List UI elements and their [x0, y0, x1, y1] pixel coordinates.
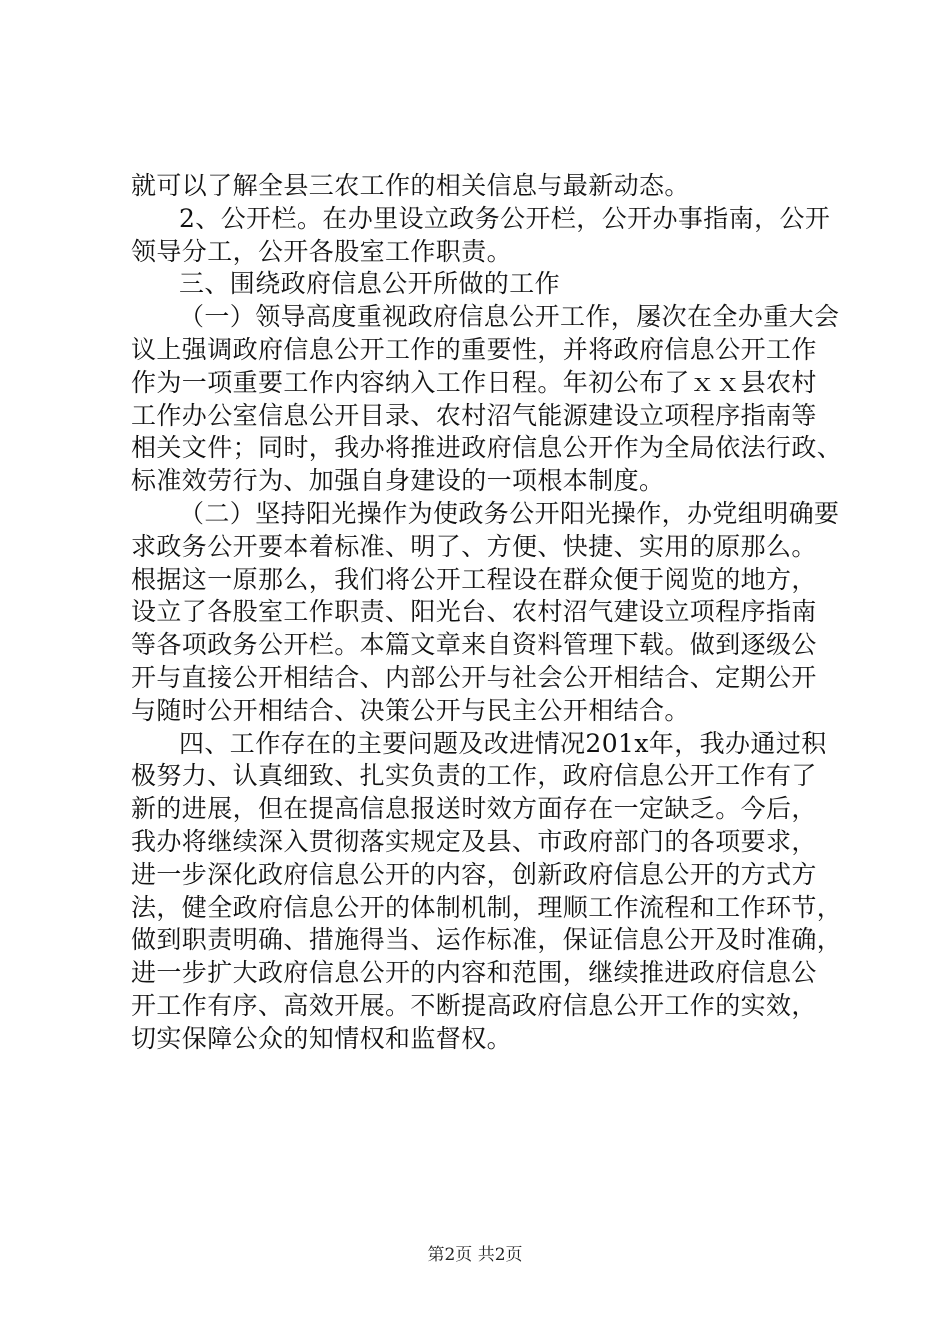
text-line: 极努力、认真细致、扎实负责的工作，政府信息公开工作有了 — [131, 761, 817, 791]
text-line: 2、公开栏。在办里设立政务公开栏，公开办事指南，公开 — [179, 203, 831, 233]
text-line: 工作办公室信息公开目录、农村沼气能源建设立项程序指南等 — [131, 400, 817, 430]
text-line: 求政务公开要本着标准、明了、方便、快捷、实用的原那么。 — [131, 531, 817, 561]
text-line: 法，健全政府信息公开的体制机制，理顺工作流程和工作环节， — [131, 892, 843, 922]
text-line: （一）领导高度重视政府信息公开工作，屡次在全办重大会 — [179, 302, 840, 332]
text-line: 切实保障公众的知情权和监督权。 — [131, 1023, 513, 1053]
text-line: 领导分工，公开各股室工作职责。 — [131, 236, 513, 266]
text-line: 议上强调政府信息公开工作的重要性，并将政府信息公开工作 — [131, 334, 817, 364]
text-line: 我办将继续深入贯彻落实规定及县、市政府部门的各项要求， — [131, 826, 817, 856]
page-number-label: 第2页 共2页 — [427, 1245, 523, 1265]
text-line: 设立了各股室工作职责、阳光台、农村沼气建设立项程序指南 — [131, 597, 817, 627]
text-line: 作为一项重要工作内容纳入工作日程。年初公布了ｘｘ县农村 — [131, 367, 817, 397]
section-heading: 四、工作存在的主要问题及改进情况201x年，我办通过积 — [179, 728, 827, 758]
text-line: 就可以了解全县三农工作的相关信息与最新动态。 — [131, 171, 690, 200]
text-line: 做到职责明确、措施得当、运作标准，保证信息公开及时准确， — [131, 925, 843, 955]
text-line: 开与直接公开相结合、内部公开与社会公开相结合、定期公开 — [131, 662, 817, 692]
text-line: （二）坚持阳光操作为使政务公开阳光操作，办党组明确要 — [179, 498, 840, 528]
text-line: 与随时公开相结合、决策公开与民主公开相结合。 — [131, 695, 690, 725]
text-line: 等各项政务公开栏。本篇文章来自资料管理下载。做到逐级公 — [131, 630, 817, 660]
text-line: 相关文件；同时，我办将推进政府信息公开作为全局依法行政、 — [131, 433, 843, 463]
document-body — [131, 170, 843, 1056]
text-line: 进一步扩大政府信息公开的内容和范围，继续推进政府信息公 — [131, 958, 817, 988]
text-line: 新的进展，但在提高信息报送时效方面存在一定缺乏。今后， — [131, 794, 817, 824]
text-line: 进一步深化政府信息公开的内容，创新政府信息公开的方式方 — [131, 859, 817, 889]
text-line: 开工作有序、高效开展。不断提高政府信息公开工作的实效， — [131, 990, 817, 1020]
text-line: 根据这一原那么，我们将公开工程设在群众便于阅览的地方， — [131, 564, 817, 594]
section-heading: 三、围绕政府信息公开所做的工作 — [179, 269, 561, 299]
text-line: 标准效劳行为、加强自身建设的一项根本制度。 — [131, 466, 665, 496]
page-footer — [0, 1244, 950, 1266]
